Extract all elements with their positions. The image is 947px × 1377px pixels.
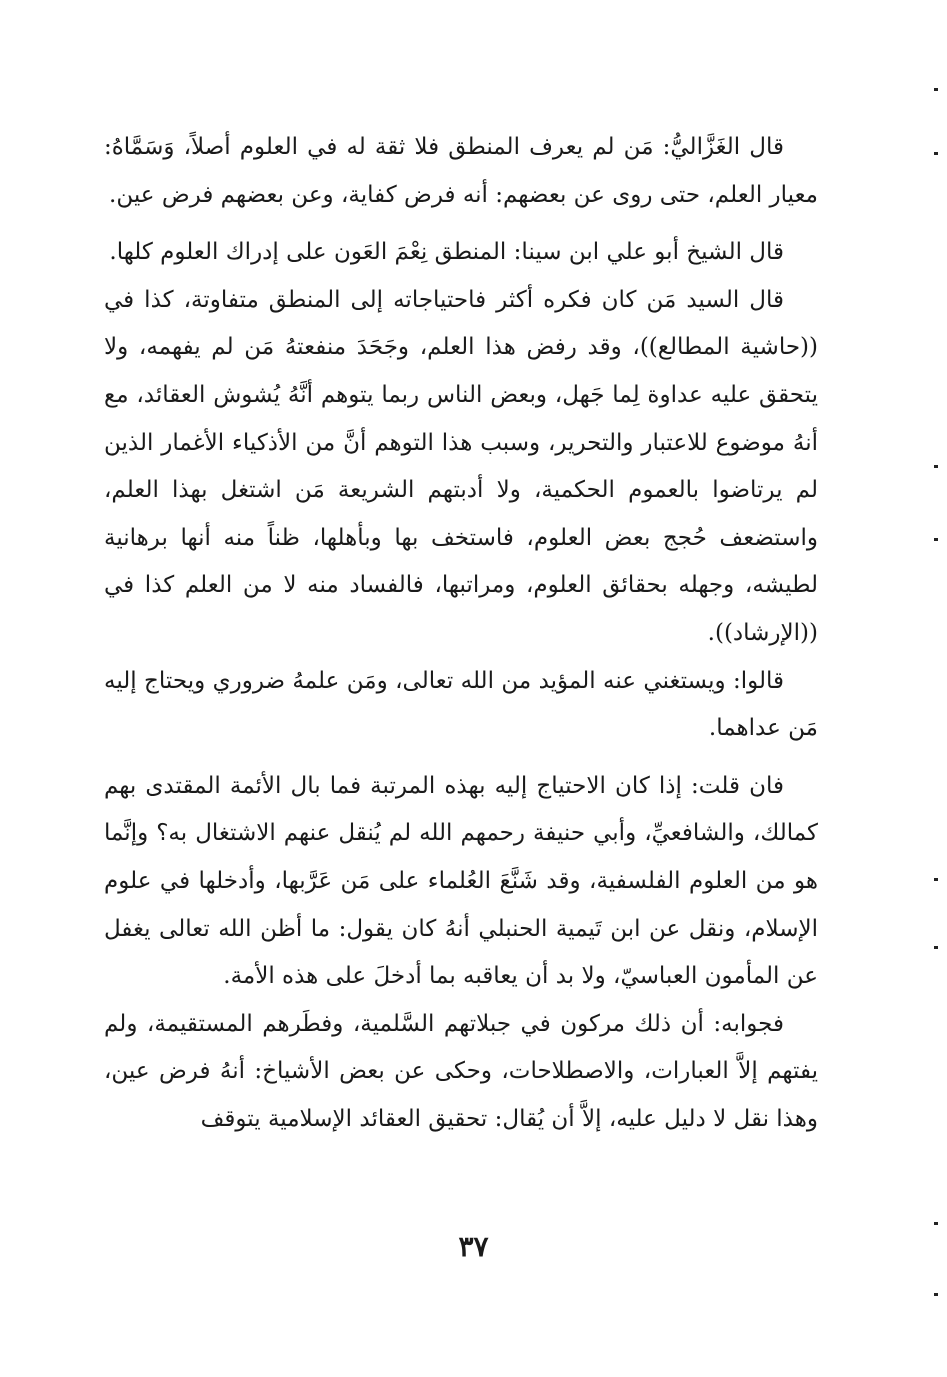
paragraph-answer: فجوابه: أن ذلك مركون في جبلاتهم السَّلمية، وفطَرهم المستقيمة، ولم يفتهم إلاَّ العبارات، والاصطلاحات، وحكى عن بعض الأشياخ: أنهُ فرض عين، وهذا نقل لا دليل عليه، إلاَّ أن يُقال: تحقيق العقائد الإسلامية يتوقف xyxy=(104,1010,818,1132)
margin-mark xyxy=(934,538,938,541)
margin-mark xyxy=(934,152,938,155)
paragraph-sayyid: قال السيد مَن كان فكره أكثر فاحتياجاته إلى المنطق متفاوتة، كذا في ((حاشية المطالع))، وقد رفض هذا العلم، وجَحَدَ منفعتهُ مَن لم يفهمه، ولا يتحقق عليه عداوة لِما جَهل، وبعض الناس ربما يتوهم أنَّهُ يُشوش العقائد، مع أنهُ موضوع للاعتبار والتحرير، وسبب هذا التوهم أنَّ من الأذكياء الأغمار الذين لم يرتاضوا بالعموم الحكمية، ولا أدبتهم الشريعة مَن اشتغل بهذا العلم، واستضعف حُجج بعض العلوم، فاستخف بها وبأهلها، ظناً منه أنها برهانية لطيشه، وجهله بحقائق العلوم، ومراتبها، فالفساد منه لا من العلم كذا في ((الإرشاد)). xyxy=(104,286,818,646)
paragraph-qalu: قالوا: ويستغني عنه المؤيد من الله تعالى، ومَن علمهُ ضروري ويحتاج إليه مَن عداهما. xyxy=(104,667,818,742)
margin-mark xyxy=(934,465,938,468)
paragraph-question: فان قلت: إذا كان الاحتياج إليه بهذه المرتبة فما بال الأئمة المقتدى بهم كمالك، والشافعيِّ، وأبي حنيفة رحمهم الله لم يُنقل عنهم الاشتغال به؟ وإنَّما هو من العلوم الفلسفية، وقد شَنَّعَ العُلماء على مَن عَرَّبها، وأدخلها في علوم الإسلام، ونقل عن ابن تَيمية الحنبلي أنهُ كان يقول: ما أظن الله تعالى يغفل عن المأمون العباسيّ، ولا بد أن يعاقبه بما أدخلَ على هذه الأمة. xyxy=(104,772,819,990)
paragraph-ibn-sina: قال الشيخ أبو علي ابن سينا: المنطق نِعْمَ العَون على إدراك العلوم كلها. xyxy=(109,239,784,266)
margin-mark xyxy=(934,946,938,949)
page-number: ٣٧ xyxy=(458,1230,489,1263)
margin-mark xyxy=(934,878,938,881)
body-text xyxy=(104,124,818,1143)
margin-mark xyxy=(934,1293,938,1296)
margin-mark xyxy=(934,88,938,91)
margin-mark xyxy=(934,1222,938,1225)
paragraph-ghazali: قال الغَزَّاليُّ: مَن لم يعرف المنطق فلا ثقة له في العلوم أصلاً، وَسَمَّاهُ: معيار العلم، حتى روى عن بعضهم: أنه فرض كفاية، وعن بعضهم فرض عين. xyxy=(104,134,818,208)
